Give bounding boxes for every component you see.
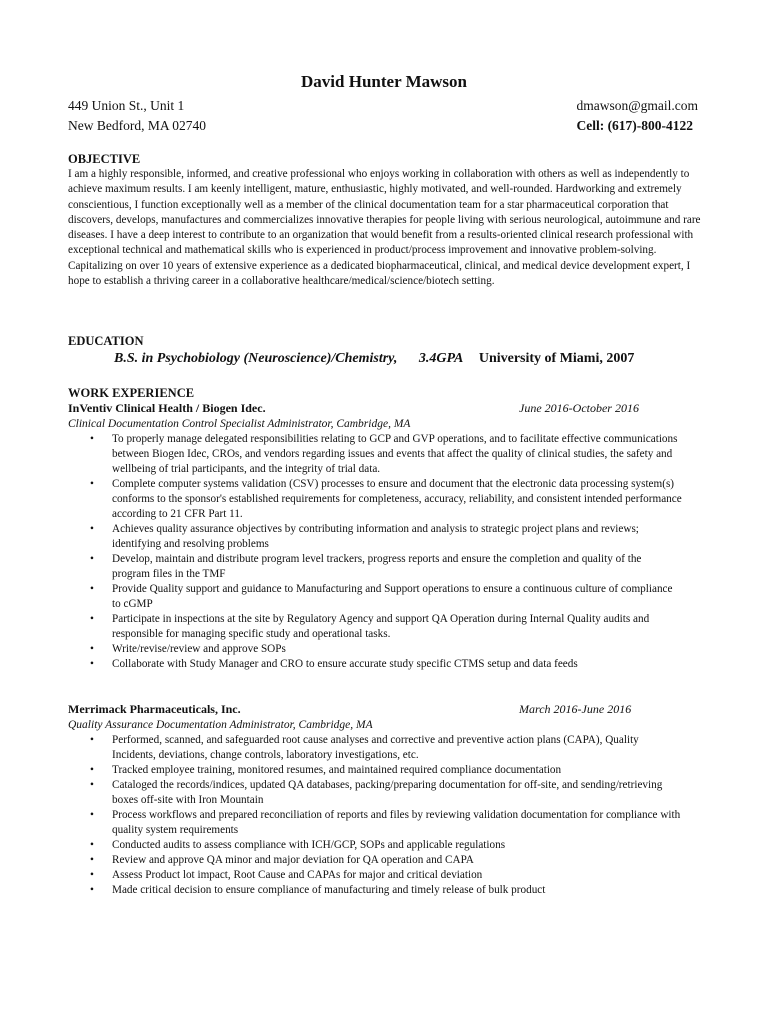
job-header <box>68 702 708 718</box>
list-item: • Participate in inspections at the site by Regulatory Agency and support QA Operation during Internal Quality audits and responsible for managing specific study and operational tasks. <box>90 613 650 640</box>
bullet-icon: • <box>90 643 94 655</box>
bullet-icon: • <box>90 764 94 776</box>
job-dates: June 2016-October 2016 <box>519 401 639 415</box>
candidate-name: David Hunter Mawson <box>301 72 467 91</box>
list-item: • To properly manage delegated responsibilities relating to GCP and GVP operations, and to facilitate effective communications between Biogen Idec, CROs, and vendors regarding issues and events that affect the quality of clinical studies, the safety and wellbeing of trial participants, and the integrity of trial data. <box>90 433 678 475</box>
bullet-icon: • <box>90 553 94 565</box>
list-item: • Review and approve QA minor and major deviation for QA operation and CAPA <box>90 854 474 866</box>
bullet-icon: • <box>90 839 94 851</box>
company-name: InVentiv Clinical Health / Biogen Idec. <box>68 401 266 415</box>
list-item: • Achieves quality assurance objectives by contributing information and analysis to strategic project plans and reviews; identifying and resolving problems <box>90 523 639 550</box>
bullet-icon: • <box>90 854 94 866</box>
email-address: dmawson@gmail.com <box>576 98 698 113</box>
job-dates: March 2016-June 2016 <box>519 702 632 716</box>
bullet-icon: • <box>90 613 94 625</box>
address-city: New Bedford, MA 02740 <box>68 118 206 133</box>
address-street: 449 Union St., Unit 1 <box>68 98 185 113</box>
job-duties-list <box>68 432 708 672</box>
list-item: • Conducted audits to assess compliance with ICH/GCP, SOPs and applicable regulations <box>90 839 506 851</box>
list-item: • Develop, maintain and distribute program level trackers, progress reports and ensure the completion and quality of the program files in the TMF <box>90 553 642 580</box>
list-item: • Cataloged the records/indices, updated QA databases, packing/preparing documentation for off-site, and sending/retrieving boxes off-site with Iron Mountain <box>90 779 663 806</box>
list-item: • Assess Product lot impact, Root Cause and CAPAs for major and critical deviation <box>90 869 483 881</box>
bullet-icon: • <box>90 809 94 821</box>
bullet-icon: • <box>90 478 94 490</box>
list-item: • Process workflows and prepared reconciliation of reports and files by reviewing validation documentation for compliance with quality system requirements <box>90 809 681 836</box>
contact-info <box>576 96 698 136</box>
objective-heading: OBJECTIVE <box>68 152 141 166</box>
education-heading: EDUCATION <box>68 334 144 348</box>
bullet-icon: • <box>90 779 94 791</box>
objective-section <box>68 152 708 289</box>
objective-text: I am a highly responsible, informed, and creative professional who enjoys working in collaboration with others as well as independently to achieve maximum results. I am keenly intelligent, mature, enthusiastic, highly motivated, and well-rounded. Hardworking and extremely conscientious, I function exceptionally well as a member of the clinical documentation team for a star pharmaceutical corporation that discovers, develops, manufactures and commercializes innovative therapies for people living with serious neurological, autoimmune and rare diseases. I have a deep interest to contribute to an organization that would benefit from a results-oriented clinical research professional with exceptional technical and mathematical skills who is experienced in product/process improvement and innovative problem-solving. Capitalizing on over 10 years of extensive experience as a dedicated biopharmaceutical, clinical, and medical device development expert, I hope to establish a thriving career in a collaborative healthcare/medical/science/biotech setting. <box>68 168 701 288</box>
job-entry <box>68 401 708 672</box>
job-header <box>68 401 708 417</box>
bullet-icon: • <box>90 869 94 881</box>
gpa: 3.4GPA <box>418 351 464 366</box>
mailing-address <box>68 96 206 136</box>
list-item: • Tracked employee training, monitored resumes, and maintained required compliance documentation <box>90 764 562 776</box>
education-heading-wrap <box>68 334 708 349</box>
bullet-icon: • <box>90 658 94 670</box>
bullet-icon: • <box>90 433 94 445</box>
education-entry <box>114 351 634 367</box>
job-duties-list <box>68 733 708 898</box>
bullet-icon: • <box>90 884 94 896</box>
phone-number: Cell: (617)-800-4122 <box>576 118 694 133</box>
work-experience-heading: WORK EXPERIENCE <box>68 386 195 400</box>
list-item: • Performed, scanned, and safeguarded root cause analyses and corrective and preventive action plans (CAPA), Quality Incidents, deviations, change controls, laboratory investigations, etc. <box>90 734 639 761</box>
university: University of Miami, 2007 <box>478 351 635 366</box>
job-title: Clinical Documentation Control Specialist Administrator, Cambridge, MA <box>68 418 411 430</box>
list-item: • Made critical decision to ensure compliance of manufacturing and timely release of bulk product <box>90 884 546 896</box>
list-item: • Collaborate with Study Manager and CRO to ensure accurate study specific CTMS setup and data feeds <box>90 658 578 670</box>
bullet-icon: • <box>90 734 94 746</box>
job-title: Quality Assurance Documentation Administrator, Cambridge, MA <box>68 719 373 731</box>
work-experience-section <box>68 386 708 898</box>
list-item: • Provide Quality support and guidance to Manufacturing and Support operations to ensure a continuous culture of compliance to cGMP <box>90 583 673 610</box>
bullet-icon: • <box>90 523 94 535</box>
company-name: Merrimack Pharmaceuticals, Inc. <box>68 702 241 716</box>
job-entry <box>68 702 708 898</box>
list-item: • Write/revise/review and approve SOPs <box>90 643 286 655</box>
list-item: • Complete computer systems validation (CSV) processes to ensure and document that the electronic data processing system(s) conforms to the sponsor's established requirements for completeness, accuracy, reliability, and consistent intended performance according to 21 CFR Part 11. <box>90 478 682 520</box>
bullet-icon: • <box>90 583 94 595</box>
degree-name: B.S. in Psychobiology (Neuroscience)/Chemistry, <box>114 351 398 366</box>
